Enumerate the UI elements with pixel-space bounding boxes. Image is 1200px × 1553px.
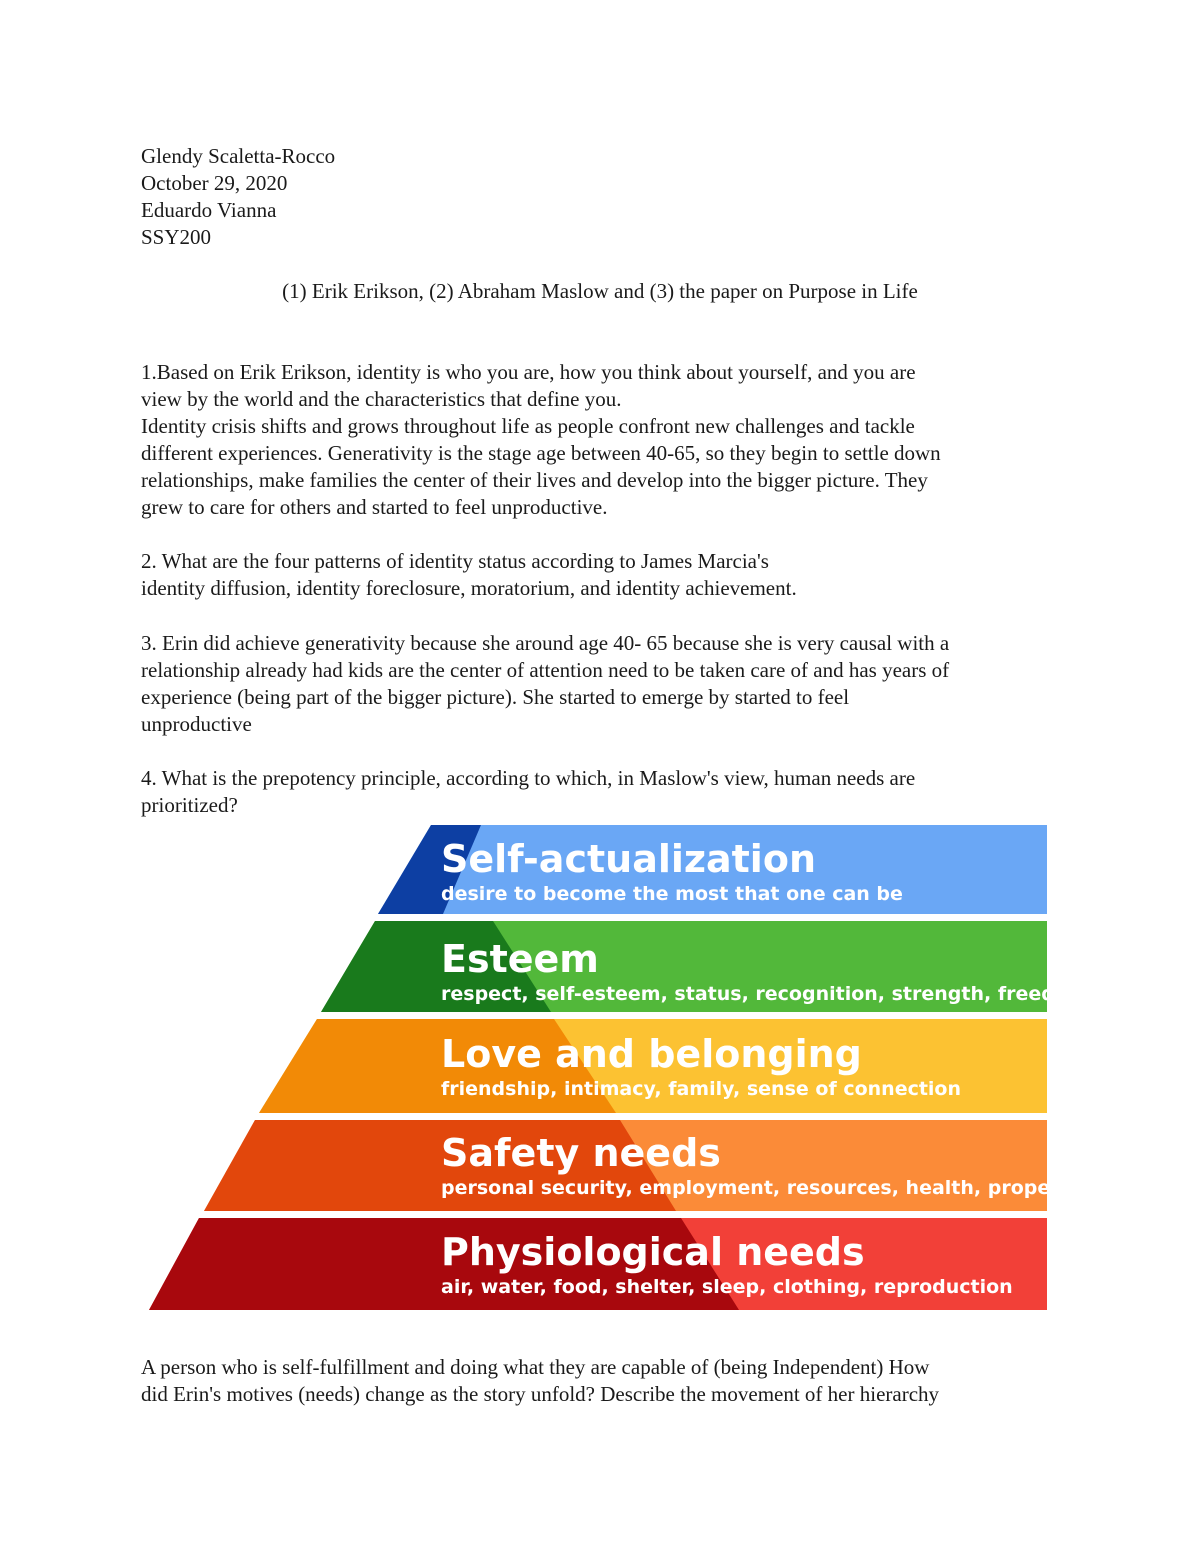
paragraph-4-line: prioritized? xyxy=(141,793,238,817)
paragraph-4-line: 4. What is the prepotency principle, according to which, in Maslow's view, human needs are xyxy=(141,766,916,790)
instructor-name: Eduardo Vianna xyxy=(141,198,277,222)
paragraph-2-line: identity diffusion, identity foreclosure, moratorium, and identity achievement. xyxy=(141,576,797,600)
level-title-love-belonging: Love and belonging xyxy=(441,1032,862,1076)
level-subtitle-physiological: air, water, food, shelter, sleep, clothing, reproduction xyxy=(441,1276,1013,1298)
level-subtitle-love-belonging: friendship, intimacy, family, sense of connection xyxy=(441,1078,962,1100)
level-subtitle-self-actualization: desire to become the most that one can be xyxy=(441,883,903,905)
paragraph-3-line: unproductive xyxy=(141,712,252,736)
course-code: SSY200 xyxy=(141,225,212,249)
level-subtitle-safety: personal security, employment, resources, health, property xyxy=(441,1177,1082,1199)
paragraph-5-line: did Erin's motives (needs) change as the story unfold? Describe the movement of her hierarchy xyxy=(141,1382,940,1406)
level-subtitle-esteem: respect, self-esteem, status, recognition, strength, freedom xyxy=(441,983,1088,1005)
paragraph-3-line: experience (being part of the bigger picture). She started to emerge by started to feel xyxy=(141,685,850,709)
paragraph-1-line: different experiences. Generativity is the stage age between 40-65, so they begin to settle down xyxy=(141,441,941,465)
paragraph-1-line: grew to care for others and started to feel unproductive. xyxy=(141,495,608,519)
paragraph-1-line: view by the world and the characteristics that define you. xyxy=(141,387,622,411)
level-title-self-actualization: Self-actualization xyxy=(441,837,816,881)
paragraph-1-line: 1.Based on Erik Erikson, identity is who you are, how you think about yourself, and you are xyxy=(141,360,916,384)
paragraph-3-line: 3. Erin did achieve generativity because she around age 40- 65 because she is very causal with a xyxy=(141,631,950,655)
paragraph-3-line: relationship already had kids are the center of attention need to be taken care of and has years of xyxy=(141,658,950,682)
author-name: Glendy Scaletta-Rocco xyxy=(141,144,336,168)
paragraph-5-line: A person who is self-fulfillment and doing what they are capable of (being Independent) How xyxy=(141,1355,930,1379)
paragraph-2-line: 2. What are the four patterns of identity status according to James Marcia's xyxy=(141,549,769,573)
paragraph-1-line: relationships, make families the center of their lives and develop into the bigger picture. They xyxy=(141,468,928,492)
paragraph-1-line: Identity crisis shifts and grows throughout life as people confront new challenges and tackle xyxy=(141,414,915,438)
level-title-esteem: Esteem xyxy=(441,937,599,981)
document-title: (1) Erik Erikson, (2) Abraham Maslow and (3) the paper on Purpose in Life xyxy=(282,279,918,303)
document-date: October 29, 2020 xyxy=(141,171,288,195)
maslow-pyramid-image xyxy=(141,822,1088,1314)
level-title-physiological: Physiological needs xyxy=(441,1230,865,1274)
level-title-safety: Safety needs xyxy=(441,1131,721,1175)
